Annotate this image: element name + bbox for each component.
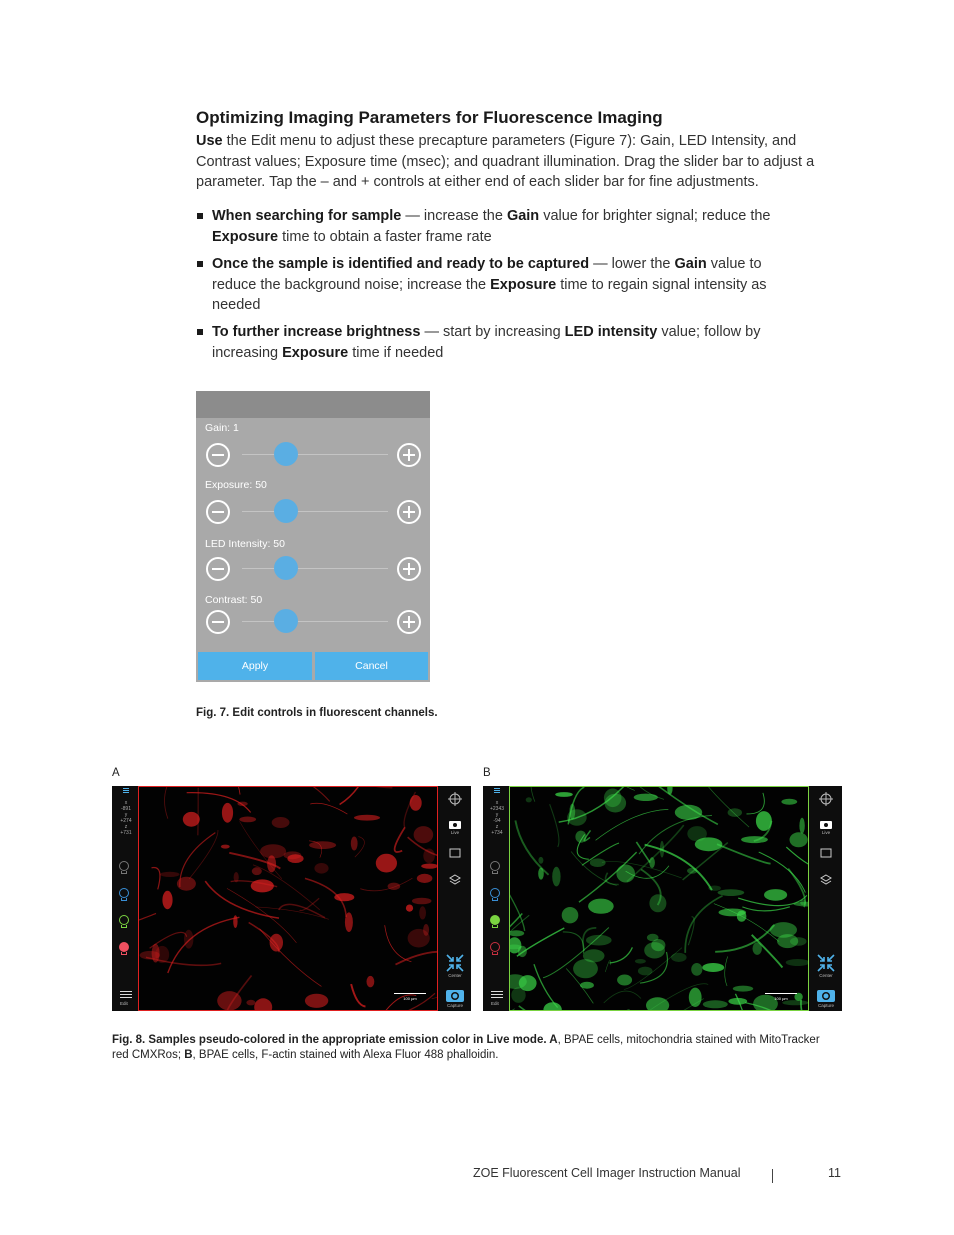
cell-fiber (334, 787, 392, 788)
cell-fiber (610, 947, 633, 963)
capture-label: Capture (446, 1003, 463, 1008)
panel-letter-a: A (112, 767, 120, 779)
cell-body (691, 963, 702, 976)
coord-label: y (495, 812, 499, 818)
bullet-item (196, 206, 822, 247)
cell-body (410, 795, 422, 811)
cell-fiber (251, 787, 330, 801)
cell-body (586, 935, 612, 946)
cell-body (351, 837, 358, 851)
cell-body (217, 991, 241, 1010)
bullet-text: time to regain signal intensity as needed (212, 276, 767, 313)
contrast-slider-track[interactable] (242, 621, 388, 622)
bullet-text: — start by increasing (420, 324, 565, 340)
cell-fiber (550, 804, 559, 847)
layers-icon[interactable] (442, 874, 468, 887)
cell-body (538, 857, 543, 864)
coord-label: x (495, 800, 499, 806)
page-number: 11 (828, 1166, 841, 1180)
cell-body (660, 841, 664, 858)
bullet-lead: To further increase brightness (212, 324, 421, 340)
bullet-keyword: LED intensity (564, 324, 658, 340)
cell-fiber (641, 787, 718, 824)
bullet-keyword: Gain (506, 208, 540, 224)
cell-body (741, 836, 768, 843)
cell-body (590, 858, 606, 867)
target-icon[interactable] (442, 792, 468, 807)
intro-paragraph (196, 131, 846, 193)
green-cells-image (510, 787, 808, 1010)
gain-plus-icon[interactable] (397, 443, 421, 467)
cell-body (708, 886, 721, 891)
brightfield-bulb-icon[interactable] (489, 861, 501, 875)
coord-value: +731 (120, 830, 132, 836)
footer-manual-title: ZOE Fluorescent Cell Imager Instruction Manual (473, 1166, 741, 1180)
scale-bar (765, 993, 797, 1001)
coord-label: y (124, 812, 128, 818)
cell-fiber (300, 898, 320, 910)
cell-body (510, 930, 524, 936)
cell-body (617, 975, 632, 986)
menu-icon[interactable] (123, 788, 129, 794)
cell-body (417, 874, 433, 883)
cell-fiber (510, 873, 525, 931)
cell-body (234, 872, 239, 882)
cell-body (251, 879, 274, 892)
capture-camera-icon[interactable] (442, 988, 468, 1008)
cell-body (412, 898, 432, 905)
apply-button[interactable]: Apply (198, 652, 312, 680)
cell-body (334, 893, 354, 901)
cell-body (675, 805, 702, 820)
exposure-label: Exposure: 50 (205, 479, 267, 491)
led-intensity-minus-icon[interactable] (206, 557, 230, 581)
red-channel-bulb-icon[interactable] (118, 942, 130, 956)
cell-fiber (759, 852, 806, 892)
caption-text: , BPAE cells, mitochondria stained with MitoTracker red CMXRos; (112, 1034, 820, 1061)
cell-body (254, 998, 272, 1010)
capture-label: Capture (817, 1003, 834, 1008)
cell-body (580, 982, 594, 989)
scale-bar (394, 993, 426, 1001)
cell-body (562, 907, 579, 923)
coord-value: +274 (120, 818, 132, 824)
cell-body (756, 811, 772, 831)
target-icon[interactable] (813, 792, 839, 807)
cancel-button[interactable]: Cancel (315, 652, 428, 680)
scale-label: 100 µm (774, 996, 788, 1001)
cell-fiber (725, 956, 728, 986)
stage-coordinates (116, 800, 136, 836)
bullet-item (196, 254, 802, 316)
cell-fiber (139, 913, 156, 933)
cell-body (671, 953, 687, 962)
exposure-slider-track[interactable] (242, 511, 388, 512)
cell-fiber (310, 803, 347, 814)
figure-7-caption: Fig. 7. Edit controls in fluorescent channels. (196, 707, 438, 719)
cell-body (152, 944, 160, 963)
edit-controls-panel (196, 391, 430, 682)
cell-fiber (151, 867, 159, 889)
contrast-minus-icon[interactable] (206, 610, 230, 634)
bullet-text: value for brighter signal; reduce the (539, 208, 771, 224)
cell-body (423, 849, 435, 864)
cell-body (575, 831, 586, 843)
edit-sliders-icon[interactable] (120, 989, 132, 1000)
blue-channel-bulb-icon[interactable] (489, 888, 501, 902)
scale-label: 100 µm (403, 996, 417, 1001)
cell-body (728, 808, 742, 817)
bullet-keyword: Exposure (212, 228, 279, 245)
cell-body (160, 872, 179, 877)
intro-bold: Use (196, 133, 223, 149)
caption-text: , BPAE cells, F-actin stained with Alexa Fluor 488 phalloidin. (192, 1049, 499, 1061)
cell-body (552, 867, 560, 887)
live-camera-icon[interactable] (813, 820, 839, 835)
led-intensity-slider-track[interactable] (242, 568, 388, 569)
cell-body (616, 865, 635, 883)
cell-body (583, 949, 605, 962)
caption-bold: Fig. 8. Samples pseudo-colored in the appropriate emission color in Live mode. A (112, 1034, 558, 1046)
green-channel-bulb-icon[interactable] (118, 915, 130, 929)
cell-fiber (698, 787, 749, 827)
cell-body (183, 812, 200, 827)
cell-body (305, 994, 328, 1008)
cell-body (605, 794, 627, 813)
bullet-lead: Once the sample is identified and ready to be captured (212, 256, 590, 272)
cell-fiber (605, 961, 610, 972)
cell-body (421, 864, 437, 869)
cell-body (651, 939, 665, 951)
cell-body (649, 894, 666, 912)
cell-body (388, 883, 401, 890)
section-heading: Optimizing Imaging Parameters for Fluorescence Imaging (196, 108, 663, 127)
cell-body (718, 889, 745, 896)
cell-fiber (563, 932, 584, 954)
layers-icon[interactable] (813, 874, 839, 887)
live-label: Live (450, 830, 460, 835)
cell-body (287, 854, 303, 863)
bullet-text: — increase the (401, 208, 507, 224)
green-channel-bulb-icon[interactable] (489, 915, 501, 929)
cell-body (634, 794, 658, 801)
coord-label: z (495, 824, 499, 830)
gain-minus-icon[interactable] (206, 443, 230, 467)
coord-value: -94 (493, 818, 501, 824)
cell-body (703, 1000, 728, 1008)
cell-fiber (604, 991, 641, 1003)
contrast-label: Contrast: 50 (205, 594, 263, 606)
cell-fiber (395, 952, 437, 965)
cell-fiber (340, 787, 372, 805)
live-camera-icon[interactable] (442, 820, 468, 835)
cell-body (777, 934, 798, 948)
cell-body (635, 959, 646, 964)
capture-camera-icon[interactable] (813, 988, 839, 1008)
cell-body (345, 912, 353, 932)
cell-body (354, 815, 380, 821)
bullet-text: — lower the (589, 256, 675, 272)
cell-fiber (279, 904, 325, 917)
center-icon[interactable] (813, 954, 839, 978)
caption-bold: B (184, 1049, 193, 1061)
gain-slider-track[interactable] (242, 454, 388, 455)
contrast-slider-thumb[interactable] (274, 609, 298, 633)
bullet-item (196, 322, 802, 363)
cell-body (588, 899, 614, 914)
blue-channel-bulb-icon[interactable] (118, 888, 130, 902)
center-label: Center (819, 973, 833, 978)
bullet-square-icon (197, 261, 203, 267)
cell-body (272, 817, 290, 828)
cell-body (177, 877, 196, 891)
cell-fiber (746, 793, 764, 814)
cell-fiber (685, 896, 722, 953)
gallery-icon[interactable] (442, 848, 468, 859)
cell-body (733, 986, 753, 992)
gain-slider-thumb[interactable] (274, 442, 298, 466)
cell-body (649, 857, 655, 868)
cell-fiber (531, 787, 543, 802)
bullet-square-icon (197, 329, 203, 335)
bullet-keyword: Gain (674, 256, 707, 272)
center-label: Center (448, 973, 462, 978)
edit-sliders-icon[interactable] (491, 989, 503, 1000)
figure-8-caption (112, 1033, 832, 1063)
edit-label: Edit (491, 1001, 499, 1006)
cell-body (519, 975, 537, 991)
cell-fiber (714, 904, 779, 942)
cell-body (419, 906, 426, 919)
cell-fiber (645, 845, 712, 890)
gallery-icon[interactable] (813, 848, 839, 859)
cell-body (538, 868, 544, 880)
cell-body (638, 967, 653, 976)
exposure-plus-icon[interactable] (397, 500, 421, 524)
bullet-square-icon (197, 213, 203, 219)
cell-fiber (360, 878, 412, 891)
cell-fiber (515, 820, 548, 874)
fluorescence-image-view[interactable] (509, 786, 809, 1011)
cell-body (376, 854, 397, 873)
cell-body (526, 797, 532, 802)
cell-body (567, 809, 587, 826)
cell-body (260, 844, 286, 858)
edit-label: Edit (120, 1001, 128, 1006)
live-screen-red (112, 786, 471, 1011)
cell-body (270, 934, 283, 952)
live-label: Live (821, 830, 831, 835)
cell-fiber (189, 830, 218, 879)
bullet-lead: When searching for sample (212, 208, 402, 224)
cell-fiber (165, 787, 177, 819)
brightfield-bulb-icon[interactable] (118, 861, 130, 875)
bullet-text: time to obtain a faster frame rate (278, 228, 492, 245)
cell-body (764, 889, 787, 901)
cell-body (406, 905, 413, 912)
intro-text: the Edit menu to adjust these precapture parameters (Figure 7): Gain, LED Intensity, and Contrast values; Exposure time (msec); and quadrant illumination. Drag the slider bar to adjust a parameter. Tap the – and + controls at either end of each slider bar for fine adjustments. (196, 133, 815, 190)
cell-fiber (385, 925, 412, 962)
cell-fiber (571, 851, 617, 885)
center-icon[interactable] (442, 954, 468, 978)
led-intensity-label: LED Intensity: 50 (205, 538, 285, 550)
cell-body (555, 792, 573, 797)
cell-body (184, 930, 193, 949)
cell-fiber (351, 984, 365, 1006)
panel-header-bar (196, 391, 430, 418)
cell-body (237, 802, 247, 806)
cell-body (687, 868, 697, 874)
cell-body (367, 976, 375, 987)
red-channel-bulb-icon[interactable] (489, 942, 501, 956)
cell-body (728, 998, 747, 1005)
cell-body (781, 799, 797, 805)
contrast-plus-icon[interactable] (397, 610, 421, 634)
cell-body (162, 891, 172, 909)
cell-body (414, 826, 434, 843)
bullet-text: value to reduce the background noise; increase the (212, 256, 762, 293)
bullet-keyword: Exposure (490, 276, 557, 293)
cell-body (646, 997, 669, 1010)
cell-body (800, 899, 806, 905)
cell-fiber (227, 888, 297, 942)
led-intensity-slider-thumb[interactable] (274, 556, 298, 580)
cell-fiber (510, 1009, 515, 1010)
panel-letter-b: B (483, 767, 491, 779)
bullet-text: value; follow by increasing (212, 324, 761, 361)
stage-coordinates (487, 800, 507, 836)
cell-body (790, 832, 808, 847)
cell-body (799, 818, 804, 834)
red-cells-image (139, 787, 437, 1010)
cell-body (543, 1002, 561, 1010)
cell-body (702, 963, 724, 972)
bullet-text: time if needed (348, 344, 444, 361)
coord-value: +2343 (489, 806, 505, 812)
cell-body (246, 1000, 255, 1006)
cell-fiber (395, 827, 405, 852)
live-screen-green (483, 786, 842, 1011)
cell-body (408, 929, 430, 948)
cell-fiber (534, 964, 558, 1007)
cell-body (233, 915, 237, 928)
exposure-minus-icon[interactable] (206, 500, 230, 524)
cell-fiber (742, 907, 790, 911)
cell-fiber (786, 847, 808, 869)
cell-body (252, 867, 262, 875)
cell-body (221, 845, 230, 849)
coord-value: -891 (120, 806, 131, 812)
coord-label: x (124, 800, 128, 806)
cell-body (695, 837, 723, 851)
cell-body (309, 841, 336, 849)
bullet-keyword: Exposure (282, 344, 349, 361)
cell-body (314, 863, 328, 874)
cell-body (689, 988, 702, 1007)
led-intensity-plus-icon[interactable] (397, 557, 421, 581)
cell-body (786, 959, 808, 966)
cell-body (239, 817, 256, 823)
footer-separator (772, 1169, 773, 1183)
cell-fiber (601, 1009, 630, 1010)
cell-body (719, 909, 747, 917)
coord-label: z (124, 824, 128, 830)
menu-icon[interactable] (494, 788, 500, 794)
cell-body (753, 942, 762, 955)
fluorescence-image-view[interactable] (138, 786, 438, 1011)
cell-body (222, 803, 233, 823)
exposure-slider-thumb[interactable] (274, 499, 298, 523)
coord-value: +734 (491, 830, 503, 836)
gain-label: Gain: 1 (205, 422, 239, 434)
